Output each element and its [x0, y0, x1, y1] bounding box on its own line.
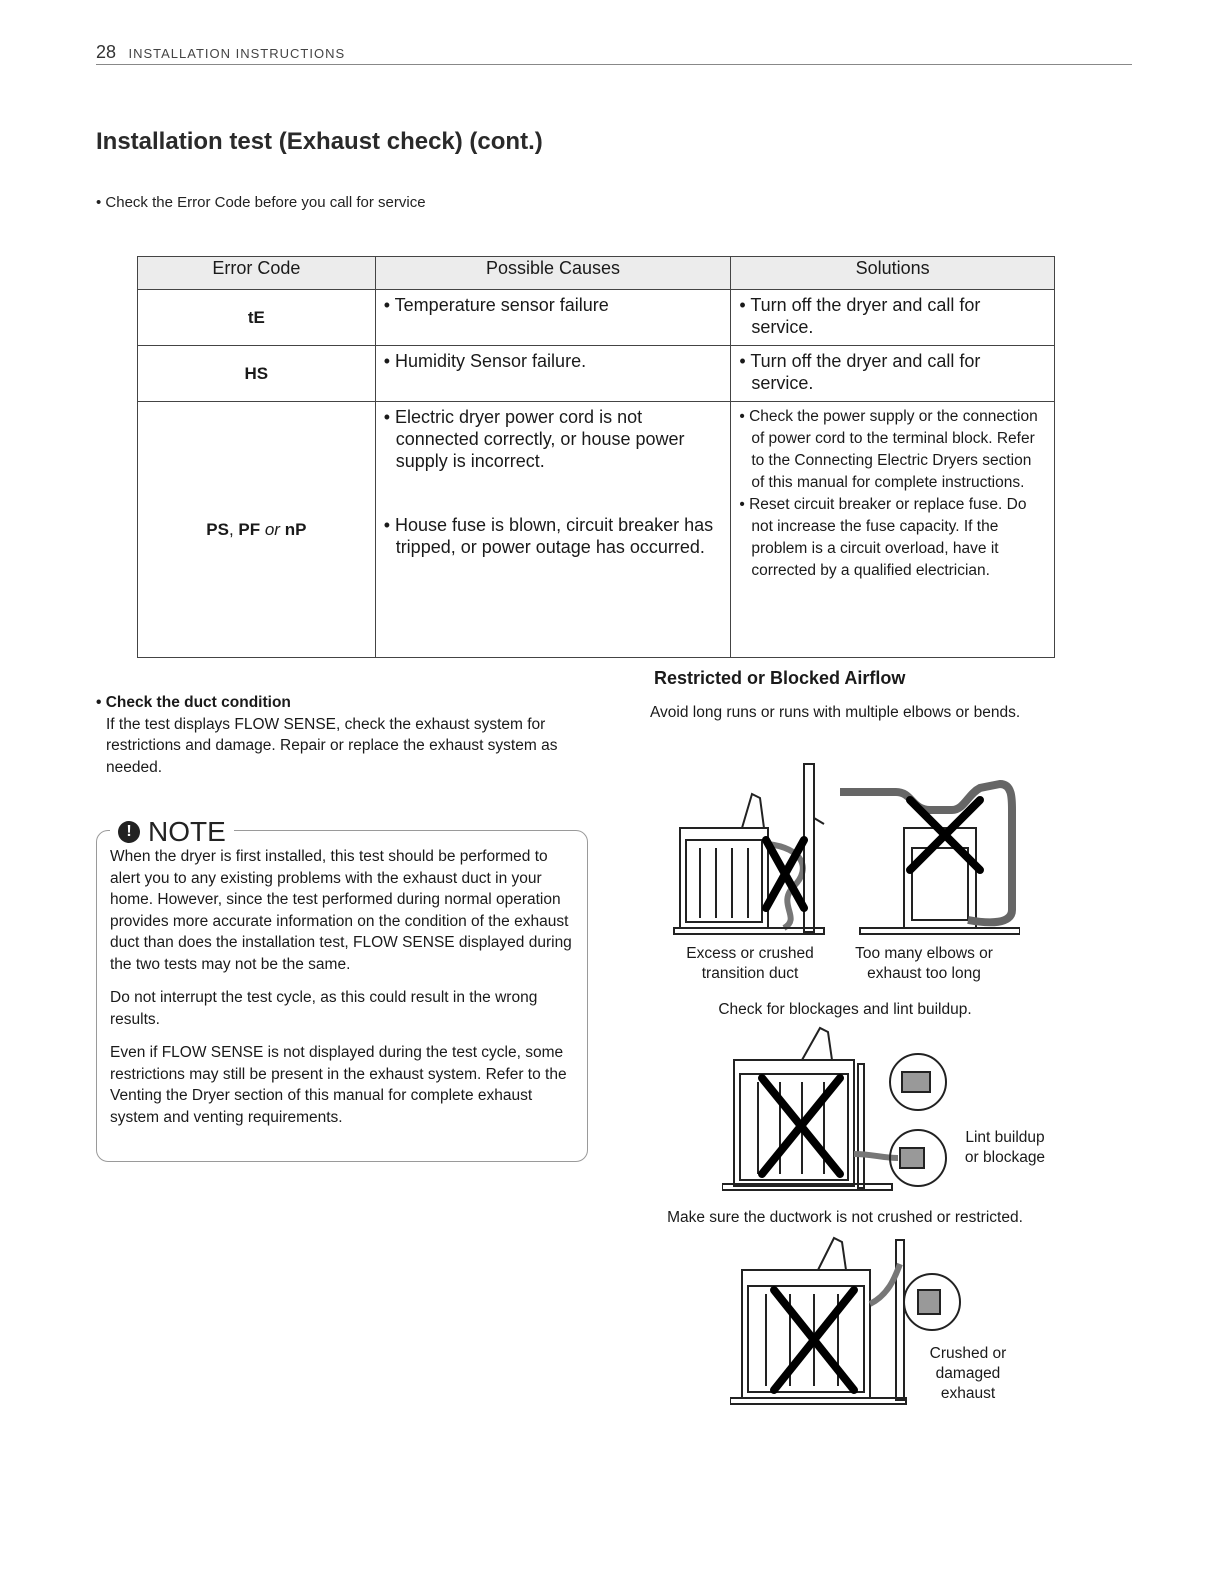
- solution-cell: [731, 290, 1055, 346]
- intro-text: • Check the Error Code before you call for service: [96, 194, 426, 211]
- make-sure-text: Make sure the ductwork is not crushed or restricted.: [667, 1209, 1023, 1226]
- note-heading: [110, 816, 234, 848]
- table-header-row: [138, 257, 1055, 290]
- table-row: [138, 346, 1055, 402]
- header-possible-causes: Possible Causes: [375, 257, 731, 290]
- note-paragraph: When the dryer is first installed, this test should be performed to alert you to any existing problems with the exhaust duct in your home. However, since the test performed during normal operation provides more accurate information on the condition of the exhaust duct than does the installation test, FLOW SENSE displayed during the two tests may not be the same.: [110, 848, 572, 973]
- lint-buildup-label: Lint buildup or blockage: [964, 1129, 1046, 1166]
- cause-item: • Temperature sensor failure: [383, 295, 609, 315]
- airflow-heading: Restricted or Blocked Airflow: [654, 668, 906, 688]
- too-many-elbows-illustration: [840, 770, 1020, 946]
- cause-item: • Humidity Sensor failure.: [383, 351, 587, 371]
- excess-duct-dryer-illustration: [672, 758, 842, 948]
- section-title: INSTALLATION INSTRUCTIONS: [128, 46, 346, 61]
- check-blockage-text: Check for blockages and lint buildup.: [718, 1001, 972, 1018]
- solution-item: • Check the power supply or the connection of power cord to the terminal block. Refer to the Connecting Electric Dryers section of this manual for complete instructions.: [739, 408, 1038, 491]
- airflow-description: Avoid long runs or runs with multiple elbows or bends.: [650, 704, 1021, 721]
- duct-text: If the test displays FLOW SENSE, check the exhaust system for restrictions and damage. Repair or replace the exhaust system as needed.: [106, 715, 558, 776]
- page-title: Installation test (Exhaust check) (cont.): [96, 128, 543, 155]
- note-box: [96, 816, 588, 1162]
- page-header: [96, 42, 1132, 65]
- page-number: 28: [96, 42, 117, 62]
- header-error-code: Error Code: [138, 257, 376, 290]
- duct-condition-section: [96, 692, 616, 778]
- solution-cell: [731, 402, 1055, 658]
- cause-cell: [375, 346, 731, 402]
- note-paragraph: Do not interrupt the test cycle, as this could result in the wrong results.: [110, 989, 538, 1028]
- caption-too-many-elbows: Too many elbows or exhaust too long: [855, 945, 993, 982]
- cause-item: • House fuse is blown, circuit breaker has tripped, or power outage has occurred.: [383, 515, 714, 557]
- alert-icon: !: [118, 821, 140, 843]
- caption-excess-duct: Excess or crushed transition duct: [686, 945, 814, 982]
- solution-item: • Turn off the dryer and call for service.: [739, 351, 981, 393]
- solution-item: • Reset circuit breaker or replace fuse. Do not increase the fuse capacity. If the problem is a circuit overload, have it corrected by a qualified electrician.: [739, 496, 1027, 579]
- table-row: [138, 402, 1055, 658]
- solution-item: • Turn off the dryer and call for service.: [739, 295, 981, 337]
- note-paragraph: Even if FLOW SENSE is not displayed during the test cycle, some restrictions may still be present in the exhaust system. Refer to the Venting the Dryer section of this manual for complete exhaust system and venting requirements.: [110, 1044, 567, 1126]
- duct-heading: • Check the duct condition: [96, 694, 291, 711]
- cause-cell: [375, 402, 731, 658]
- error-code-te: tE: [138, 290, 376, 346]
- crushed-exhaust-label: Crushed or damaged exhaust: [929, 1345, 1007, 1402]
- header-solutions: Solutions: [731, 257, 1055, 290]
- lint-buildup-illustration: [722, 1024, 962, 1196]
- solution-cell: [731, 346, 1055, 402]
- error-code-table: [137, 256, 1055, 658]
- cause-cell: [375, 290, 731, 346]
- error-code-ps-pf-np: PS, PF or nP: [138, 402, 376, 658]
- cause-item: • Electric dryer power cord is not connected correctly, or house power supply is incorrect.: [383, 407, 685, 471]
- error-code-hs: HS: [138, 346, 376, 402]
- table-row: [138, 290, 1055, 346]
- note-body: [110, 846, 576, 1140]
- note-label: NOTE: [148, 816, 226, 847]
